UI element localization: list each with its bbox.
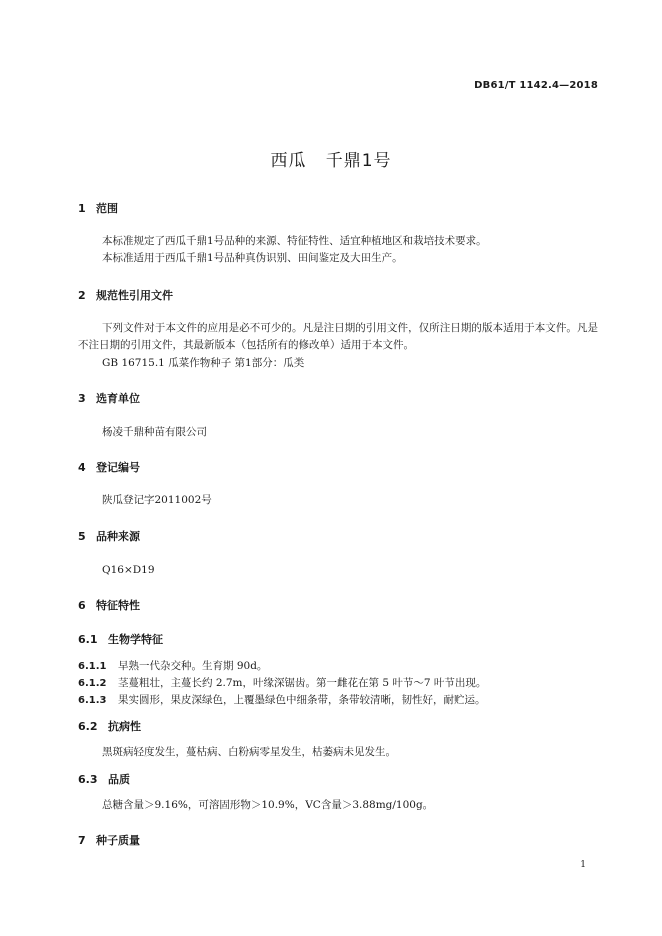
item-number: 6.1.1 <box>78 661 107 672</box>
section-title: 规范性引用文件 <box>96 289 173 302</box>
item-text: 茎蔓粗壮，主蔓长约 2.7m，叶缘深锯齿。第一雌花在第 5 叶节～7 叶节出现。 <box>118 677 487 689</box>
paragraph: 杨凌千鼎种苗有限公司 <box>102 426 207 438</box>
list-item <box>78 692 486 707</box>
item-number: 6.1.3 <box>78 695 107 706</box>
subsection-title: 品质 <box>108 773 130 786</box>
section-title: 品种来源 <box>96 530 140 543</box>
section-title: 登记编号 <box>96 461 140 474</box>
subsection-heading-quality <box>78 771 130 787</box>
paragraph: 本标准规定了西瓜千鼎1号品种的来源、特征特性、适宜种植地区和栽培技术要求。 <box>102 235 487 247</box>
section-heading-registration-number <box>78 459 140 475</box>
subsection-number: 6.2 <box>78 720 98 733</box>
page-number: 1 <box>580 860 586 870</box>
item-text: 果实圆形，果皮深绿色，上覆墨绿色中细条带，条带较清晰，韧性好，耐贮运。 <box>118 694 486 706</box>
section-number: 1 <box>78 202 86 215</box>
section-heading-normative-references <box>78 287 173 303</box>
item-text: 早熟一代杂交种。生育期 90d。 <box>118 660 268 672</box>
section-number: 7 <box>78 834 86 847</box>
section-number: 6 <box>78 599 86 612</box>
reference-item: GB 16715.1 瓜菜作物种子 第1部分：瓜类 <box>102 357 305 369</box>
section-title: 范围 <box>96 202 118 215</box>
paragraph: 总糖含量＞9.16%，可溶固形物＞10.9%，VC含量＞3.88mg/100g。 <box>102 799 434 811</box>
section-number: 4 <box>78 461 86 474</box>
section-title: 特征特性 <box>96 599 140 612</box>
document-title: 西瓜 千鼎1号 <box>270 151 392 171</box>
item-number: 6.1.2 <box>78 678 107 689</box>
subsection-number: 6.1 <box>78 633 98 646</box>
section-number: 5 <box>78 530 86 543</box>
list-item <box>78 658 267 673</box>
paragraph: 下列文件对于本文件的应用是必不可少的。凡是注日期的引用文件，仅所注日期的版本适用于本文件。凡是不注日期的引用文件，其最新版本（包括所有的修改单）适用于本文件。 <box>78 322 598 351</box>
section-heading-seed-quality <box>78 832 140 848</box>
subsection-heading-disease-resistance <box>78 718 141 734</box>
list-item <box>78 675 486 690</box>
section-title: 种子质量 <box>96 834 140 847</box>
subsection-title: 生物学特征 <box>108 633 163 646</box>
section-heading-scope <box>78 200 118 216</box>
subsection-number: 6.3 <box>78 773 98 786</box>
paragraph: 陕瓜登记字2011002号 <box>102 494 212 506</box>
section-heading-characteristics <box>78 597 140 613</box>
standard-code: DB61/T 1142.4—2018 <box>474 80 598 91</box>
paragraph: 本标准适用于西瓜千鼎1号品种真伪识别、田间鉴定及大田生产。 <box>102 252 403 264</box>
paragraph: Q16×D19 <box>102 564 155 576</box>
section-number: 2 <box>78 289 86 302</box>
section-heading-variety-source <box>78 528 140 544</box>
subsection-heading-biological-traits <box>78 631 163 647</box>
section-heading-breeding-unit <box>78 390 140 406</box>
section-number: 3 <box>78 392 86 405</box>
paragraph: 黑斑病轻度发生，蔓枯病、白粉病零星发生，枯萎病未见发生。 <box>102 746 396 758</box>
subsection-title: 抗病性 <box>108 720 141 733</box>
section-title: 选育单位 <box>96 392 140 405</box>
